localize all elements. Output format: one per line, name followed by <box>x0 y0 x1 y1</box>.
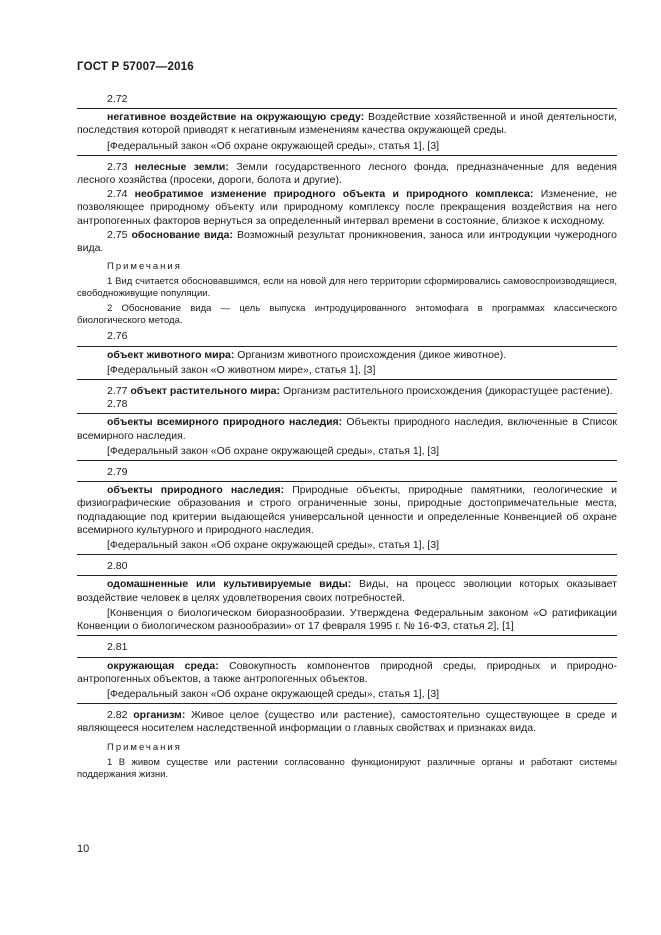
term-title: обоснование вида: <box>131 228 233 241</box>
term-text: Воздействие хозяйственной и иной деятельности, последствия которой приводят к негативным изменениям качества окружающей среды. <box>77 111 618 137</box>
term-box-278 <box>77 413 617 461</box>
note-item: 1 В живом существе или растении согласованно функционируют различные органы и работают системы поддержания жизни. <box>77 756 617 780</box>
term-definition: объекты природного наследия: Природные объекты, природные памятники, геологические и физиографические образования и строго ограниченные зоны, природные достопримечательные места, подпадающие под критерии выдающейся универсальной ценности и определенные Конвенцией об охране всемирного культурного и природного наследия. <box>77 484 618 536</box>
term-definition: окружающая среда: Совокупность компонентов природной среды, природных и природно-антропогенных объектов, а также антропогенных объектов. <box>77 659 617 685</box>
term-source: [Конвенция о биологическом биоразнообразии. Утверждена Федеральным законом «О ратификации Конвенции о биологическом разнообразии» от 17 февраля 1995 г. № 16-ФЗ, статья 2], [1] <box>77 606 617 633</box>
term-definition: объект животного мира: Организм животного происхождения (дикое животное). <box>107 348 507 361</box>
note-item: 1 Вид считается обосновавшимся, если на новой для него территории сформировались самовоспроизводящиеся, свободноживущие популяции. <box>77 276 617 300</box>
term-box-279 <box>77 481 617 555</box>
notes-heading: Примечания <box>107 741 182 753</box>
term-title: объекты всемирного природного наследия: <box>107 416 343 429</box>
term-277: 2.77 объект растительного мира: Организм растительного происхождения (дикорастущее растение). <box>107 385 613 398</box>
entry-number: 2.78 <box>107 398 128 411</box>
term-title: необратимое изменение природного объекта и природного комплекса: <box>134 188 534 201</box>
term-274: 2.74 необратимое изменение природного объекта и природного комплекса: Изменение, не позволяющее природному объекту или природному комплексу после прекращения воздействия на него антропогенных факторов вернуться за определенный интервал времени в состояние, близкое к исходному. <box>77 188 618 227</box>
term-source: [Федеральный закон «Об охране окружающей среды», статья 1], [3] <box>107 539 440 552</box>
term-definition: объекты всемирного природного наследия: Объекты природного наследия, включенные в Список всемирного наследия. <box>77 416 617 442</box>
term-box-272 <box>77 108 617 156</box>
document-header: ГОСТ Р 57007—2016 <box>77 61 194 73</box>
notes-heading: Примечания <box>107 261 182 273</box>
term-source: [Федеральный закон «О животном мире», статья 1], [3] <box>107 363 376 376</box>
term-275: 2.75 обоснование вида: Возможный результат проникновения, заноса или интродукции чужеродного вида. <box>77 228 617 255</box>
term-source: [Федеральный закон «Об охране окружающей среды», статья 1], [3] <box>107 687 440 700</box>
entry-number: 2.81 <box>107 641 128 654</box>
term-title: окружающая среда: <box>107 659 219 672</box>
term-source: [Федеральный закон «Об охране окружающей среды», статья 1], [3] <box>107 139 440 152</box>
term-box-276 <box>77 346 617 380</box>
term-source: [Федеральный закон «Об охране окружающей среды», статья 1], [3] <box>107 444 440 457</box>
document-body <box>77 93 617 784</box>
term-273: 2.73 нелесные земли: Земли государственного лесного фонда, предназначенные для ведения лесного хозяйства (просеки, дороги, болота и другие). <box>77 160 617 187</box>
term-box-280 <box>77 575 617 636</box>
term-title: организм: <box>133 709 186 722</box>
entry-number: 2.79 <box>107 466 128 479</box>
entry-number: 2.72 <box>107 93 128 105</box>
term-box-281 <box>77 657 617 705</box>
term-title: негативное воздействие на окружающую среду: <box>107 111 365 124</box>
term-title: объекты природного наследия: <box>107 484 285 497</box>
term-title: нелесные земли: <box>134 160 229 173</box>
term-282: 2.82 организм: Живое целое (существо или растение), самостоятельно существующее в среде и являющееся носителем наследственной информации о главных свойствах и признаках вида. <box>77 709 617 735</box>
entry-number: 2.80 <box>107 560 128 573</box>
term-definition: одомашненные или культивируемые виды: Виды, на процесс эволюции которых оказывает воздействие человек в целях удовлетворения своих потребностей. <box>77 578 617 604</box>
term-title: одомашненные или культивируемые виды: <box>107 578 352 591</box>
term-title: объект животного мира: <box>107 348 235 361</box>
entry-number: 2.76 <box>107 330 128 343</box>
term-title: объект растительного мира: <box>130 385 281 398</box>
page-number: 10 <box>77 843 90 855</box>
note-item: 2 Обоснование вида — цель выпуска интродуцированного энтомофага в программах классического биологического метода. <box>77 303 617 327</box>
term-definition <box>77 111 617 137</box>
